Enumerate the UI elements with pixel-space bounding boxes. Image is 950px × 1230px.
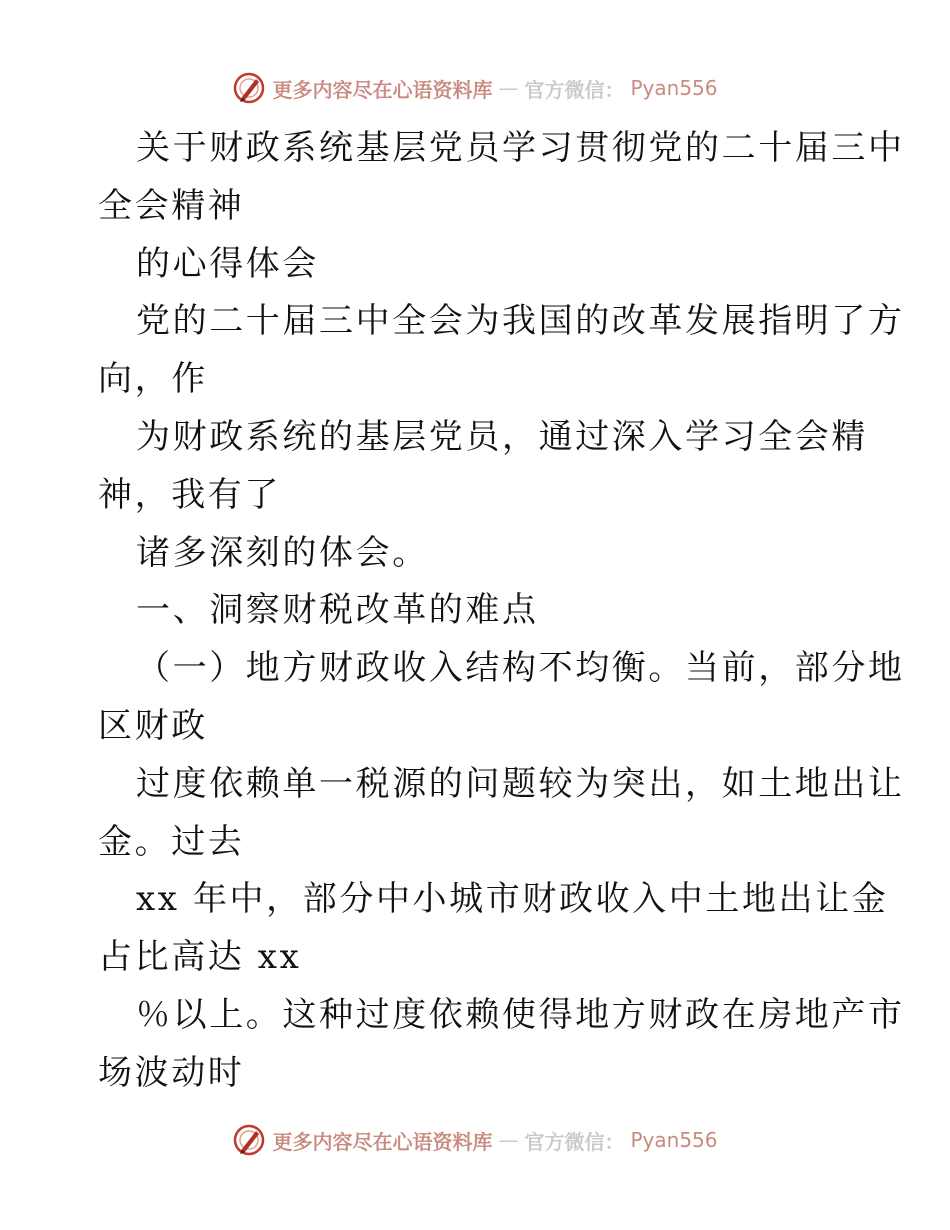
header-watermark: [0, 68, 950, 108]
section-heading: 一、洞察财税改革的难点: [136, 590, 539, 631]
paragraph-line: （一）地方财政收入结构不均衡。当前，部分地: [136, 648, 905, 689]
paragraph-line: 过度依赖单一税源的问题较为突出，如土地出让: [136, 763, 905, 804]
paragraph-line: 神，我有了: [98, 474, 281, 515]
watermark-text: 更多内容尽在心语资料库: [272, 1129, 493, 1154]
title-line-1: 关于财政系统基层党员学习贯彻党的二十届三中: [136, 128, 905, 168]
paragraph-line: 占比高达 xx: [98, 937, 302, 978]
paragraph-line: xx 年中，部分中小城市财政收入中土地出让金: [136, 879, 889, 920]
watermark-contact-id: Pyan556: [630, 76, 718, 100]
title-line-2: 全会精神: [98, 185, 245, 226]
paragraph-line: 金。过去: [98, 821, 245, 862]
watermark-separator: —: [498, 76, 519, 100]
watermark-contact-id: Pyan556: [630, 1128, 718, 1152]
title-line-3: 的心得体会: [136, 243, 319, 284]
paragraph-line: 为财政系统的基层党员，通过深入学习全会精: [136, 416, 868, 457]
paragraph-line: 向，作: [98, 359, 208, 400]
paragraph-line: 党的二十届三中全会为我国的改革发展指明了方: [136, 301, 905, 342]
footer-watermark: [0, 1120, 950, 1160]
paragraph-line: ％以上。这种过度依赖使得地方财政在房地产市: [136, 994, 905, 1035]
paragraph-line: 区财政: [98, 705, 208, 746]
watermark-separator: —: [498, 1128, 519, 1152]
watermark-contact-label: 官方微信：: [524, 1129, 625, 1154]
red-pen-circle-logo-icon: [232, 71, 266, 105]
watermark-contact-label: 官方微信：: [524, 77, 625, 102]
document-body: [98, 120, 905, 1103]
red-pen-circle-logo-icon: [232, 1123, 266, 1157]
watermark-text: 更多内容尽在心语资料库: [272, 77, 493, 102]
paragraph-line: 诸多深刻的体会。: [136, 532, 429, 573]
paragraph-line: 场波动时: [98, 1052, 245, 1093]
